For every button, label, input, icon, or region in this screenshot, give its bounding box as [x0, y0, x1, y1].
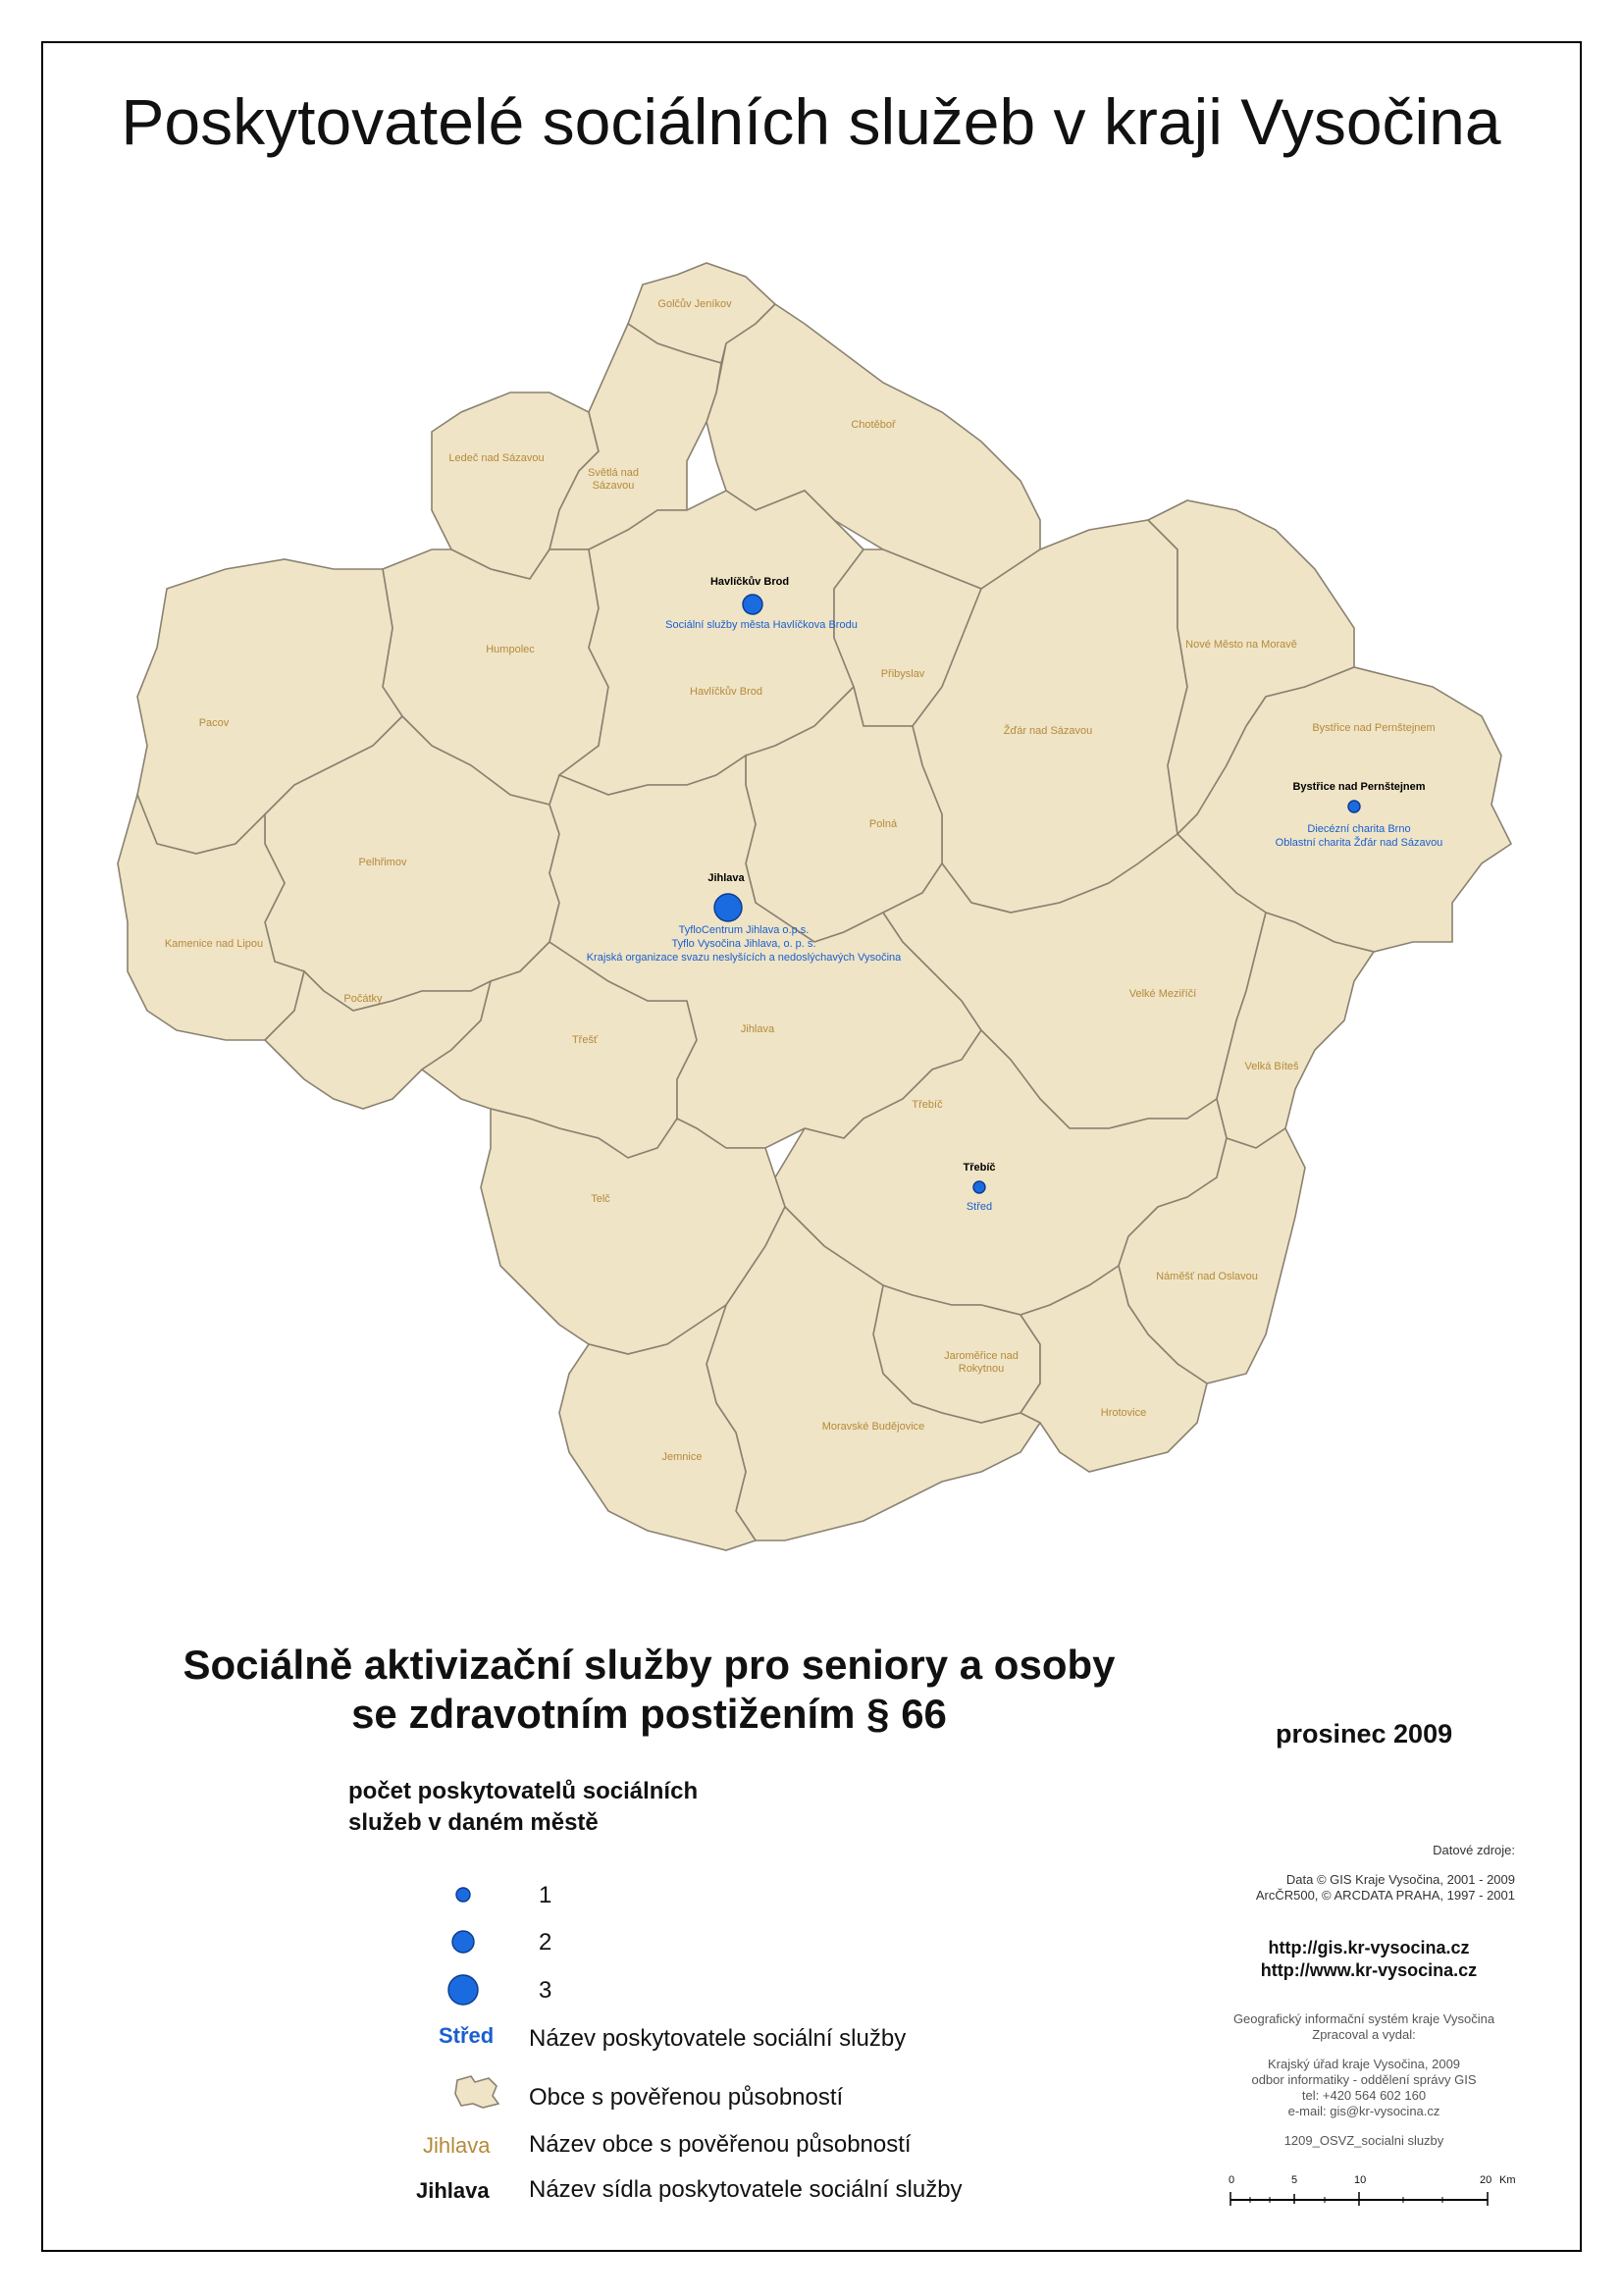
district-label: Jihlava	[740, 1023, 775, 1035]
legend-heading-line-1: počet poskytovatelů sociálních	[348, 1778, 699, 1804]
legend-title-line-1: Sociálně aktivizační služby pro seniory a osoby	[183, 1642, 1116, 1688]
legend-provider-desc: Název poskytovatele sociální služby	[529, 2025, 907, 2052]
legend-size-symbols	[412, 1864, 510, 2021]
district-label: Přibyslav	[880, 668, 925, 680]
gis-credit-line-1: Geografický informační systém kraje Vysočina	[1232, 2011, 1495, 2026]
legend-heading-line-2: služeb v daném městě	[348, 1809, 599, 1836]
district-label: Pelhřimov	[358, 857, 407, 868]
sources-line-1: Data © GIS Kraje Vysočina, 2001 - 2009	[1285, 1872, 1515, 1887]
district-label: Ledeč nad Sázavou	[448, 452, 545, 464]
district-label: Jaroměřice nad	[944, 1350, 1019, 1362]
legend-provider-code: Střed	[439, 2023, 495, 2048]
district-label: Světlá nad	[588, 467, 639, 479]
legend-size-2: 2	[539, 1929, 552, 1956]
seat-marker[interactable]	[743, 595, 762, 614]
file-name: 1209_OSVZ_socialni sluzby	[1283, 2133, 1444, 2148]
gis-url-link[interactable]: http://gis.kr-vysocina.cz	[1268, 1938, 1470, 1957]
provider-label: Střed	[966, 1201, 993, 1213]
office-line-2: odbor informatiky - oddělení správy GIS	[1251, 2072, 1477, 2087]
seat-label: Havlíčkův Brod	[709, 576, 790, 588]
district-label: Polná	[868, 818, 898, 830]
seat-marker[interactable]	[1348, 801, 1360, 812]
legend-dot-3	[448, 1975, 478, 2005]
legend-seat-code: Jihlava	[416, 2178, 490, 2203]
legend-district-desc: Název obce s pověřenou působností	[529, 2131, 912, 2158]
provider-label: Tyflo Vysočina Jihlava, o. p. s.	[671, 938, 816, 950]
legend-area-desc: Obce s pověřenou působností	[529, 2084, 844, 2111]
scale-tick-20: 20	[1480, 2174, 1492, 2186]
district-label: Žďár nad Sázavou	[1003, 725, 1093, 737]
scale-tick-5: 5	[1291, 2174, 1298, 2186]
district-label: Třešť	[571, 1034, 599, 1046]
district-label: Třebíč	[912, 1099, 943, 1111]
district-label: Nové Město na Moravě	[1185, 639, 1297, 651]
seat-label: Třebíč	[963, 1162, 996, 1174]
legend-area-symbol	[453, 2072, 502, 2112]
district-label: Velké Meziříčí	[1128, 988, 1197, 1000]
sources-heading: Datové zdroje:	[1433, 1843, 1515, 1857]
seat-label: Bystřice nad Pernštejnem	[1292, 781, 1426, 793]
legend-seat-desc: Název sídla poskytovatele sociální služby	[529, 2176, 963, 2203]
district-label: Hrotovice	[1100, 1407, 1147, 1419]
office-email: e-mail: gis@kr-vysocina.cz	[1287, 2104, 1440, 2118]
district-label: Moravské Budějovice	[821, 1421, 925, 1433]
legend-district-code: Jihlava	[423, 2133, 491, 2158]
scale-tick-0: 0	[1229, 2174, 1235, 2186]
district-label: Náměšť nad Oslavou	[1156, 1271, 1258, 1282]
district-label: Bystřice nad Pernštejnem	[1312, 722, 1436, 734]
provider-label: Diecézní charita Brno	[1307, 823, 1411, 835]
district-label: Rokytnou	[958, 1363, 1005, 1375]
provider-label: Oblastní charita Žďár nad Sázavou	[1275, 837, 1443, 849]
seat-marker[interactable]	[714, 894, 742, 921]
district-label: Telč	[591, 1193, 610, 1205]
legend-size-3: 3	[539, 1977, 552, 2004]
scale-tick-10: 10	[1354, 2174, 1367, 2186]
district-label: Havlíčkův Brod	[690, 686, 762, 698]
sources-line-2: ArcČR500, © ARCDATA PRAHA, 1997 - 2001	[1255, 1888, 1515, 1903]
map-date: prosinec 2009	[1276, 1719, 1453, 1748]
legend-size-1: 1	[539, 1882, 552, 1908]
district-label: Jemnice	[661, 1451, 703, 1463]
district-label: Humpolec	[486, 644, 535, 655]
district-label: Golčův Jeníkov	[657, 298, 732, 310]
legend-dot-1	[456, 1888, 470, 1902]
scale-unit: Km	[1499, 2174, 1516, 2186]
district-label: Pacov	[198, 717, 230, 729]
region-url-link[interactable]: http://www.kr-vysocina.cz	[1260, 1960, 1478, 1980]
legend-dot-2	[452, 1931, 474, 1953]
district-label: Kamenice nad Lipou	[164, 938, 264, 950]
district-label: Chotěboř	[851, 419, 896, 431]
legend-title-line-2: se zdravotním postižením § 66	[351, 1691, 947, 1737]
office-line-1: Krajský úřad kraje Vysočina, 2009	[1267, 2057, 1461, 2071]
office-phone: tel: +420 564 602 160	[1301, 2088, 1427, 2103]
provider-label: Krajská organizace svazu neslyšících a nedoslýchavých Vysočina	[586, 952, 902, 964]
legend-heading	[348, 1776, 698, 1839]
provider-label: Sociální služby města Havlíčkova Brodu	[665, 619, 858, 631]
map-title: Poskytovatelé sociálních služeb v kraji Vysočina	[121, 85, 1501, 158]
provider-label: TyfloCentrum Jihlava o.p.s.	[678, 924, 810, 936]
district-label: Sázavou	[592, 480, 635, 492]
district-label: Počátky	[343, 993, 383, 1005]
seat-label: Jihlava	[707, 872, 745, 884]
gis-credit-line-2: Zpracoval a vydal:	[1312, 2027, 1416, 2042]
seat-marker[interactable]	[973, 1181, 985, 1193]
district-label: Velká Bíteš	[1244, 1061, 1299, 1072]
